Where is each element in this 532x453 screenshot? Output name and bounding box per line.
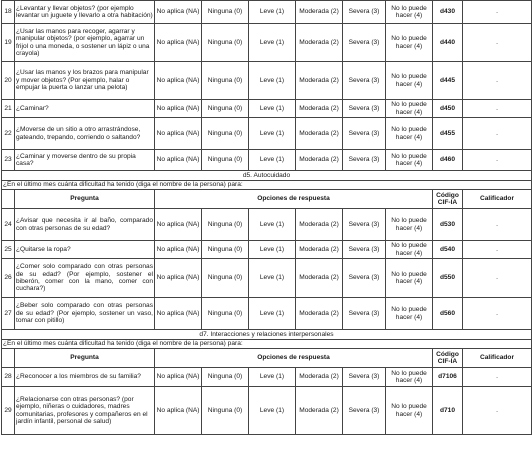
question-number: 20 (2, 62, 15, 100)
section-title-d7: d7. Interacciones y relaciones interpersonales (2, 330, 532, 340)
question-number: 22 (2, 118, 15, 150)
header-code: Código CIF-IA (433, 349, 463, 368)
section-title-d5: d5. Autocuidado (2, 171, 532, 181)
cif-code: d460 (433, 150, 463, 171)
rater-cell[interactable]: . (463, 298, 532, 330)
option-moderada[interactable]: Moderada (2) (296, 150, 343, 171)
option-leve[interactable]: Leve (1) (249, 118, 296, 150)
option-no-lo-puede-hacer[interactable]: No lo puede hacer (4) (386, 368, 433, 387)
option-leve[interactable]: Leve (1) (249, 241, 296, 259)
option-moderada[interactable]: Moderada (2) (296, 298, 343, 330)
table-row (2, 387, 532, 435)
option-no-aplica[interactable]: No aplica (NA) (155, 209, 202, 241)
option-no-lo-puede-hacer[interactable]: No lo puede hacer (4) (386, 62, 433, 100)
option-leve[interactable]: Leve (1) (249, 1, 296, 24)
option-moderada[interactable]: Moderada (2) (296, 259, 343, 298)
header-row (2, 349, 532, 368)
table-row (2, 100, 532, 118)
option-no-aplica[interactable]: No aplica (NA) (155, 1, 202, 24)
question-text: ¿Reconocer a los miembros de su familia? (15, 368, 155, 387)
cif-code: d445 (433, 62, 463, 100)
rater-cell[interactable]: . (463, 241, 532, 259)
question-text: ¿Usar las manos para recoger, agarrar y manipular objetos? (por ejemplo, agarrar un frijol o una moneda, o sostener un lápiz o una crayola) (15, 24, 155, 62)
questionnaire-page (1, 0, 531, 453)
option-severa[interactable]: Severa (3) (343, 150, 386, 171)
rater-cell[interactable]: . (463, 150, 532, 171)
header-number-cell (2, 349, 15, 368)
header-code: Código CIF-IA (433, 190, 463, 209)
cif-code: d450 (433, 100, 463, 118)
question-text: ¿Quitarse la ropa? (15, 241, 155, 259)
option-no-aplica[interactable]: No aplica (NA) (155, 259, 202, 298)
question-number: 18 (2, 1, 15, 24)
option-no-aplica[interactable]: No aplica (NA) (155, 62, 202, 100)
cif-code: d530 (433, 209, 463, 241)
table-row (2, 259, 532, 298)
questionnaire-table (1, 0, 532, 435)
option-ninguna[interactable]: Ninguna (0) (202, 1, 249, 24)
rater-cell[interactable]: . (463, 24, 532, 62)
option-no-lo-puede-hacer[interactable]: No lo puede hacer (4) (386, 118, 433, 150)
option-moderada[interactable]: Moderada (2) (296, 118, 343, 150)
option-no-aplica[interactable]: No aplica (NA) (155, 150, 202, 171)
option-severa[interactable]: Severa (3) (343, 259, 386, 298)
table-row (2, 24, 532, 62)
option-no-aplica[interactable]: No aplica (NA) (155, 298, 202, 330)
question-text: ¿Levantar y llevar objetos? (por ejemplo levantar un juguete y llevarlo a otra habitación) (15, 1, 155, 24)
cif-code: d455 (433, 118, 463, 150)
option-ninguna[interactable]: Ninguna (0) (202, 118, 249, 150)
option-leve[interactable]: Leve (1) (249, 24, 296, 62)
option-severa[interactable]: Severa (3) (343, 241, 386, 259)
option-leve[interactable]: Leve (1) (249, 298, 296, 330)
header-number-cell (2, 190, 15, 209)
option-severa[interactable]: Severa (3) (343, 62, 386, 100)
section-instruction-d7-row (2, 340, 532, 349)
option-moderada[interactable]: Moderada (2) (296, 368, 343, 387)
option-no-lo-puede-hacer[interactable]: No lo puede hacer (4) (386, 259, 433, 298)
question-number: 23 (2, 150, 15, 171)
option-no-lo-puede-hacer[interactable]: No lo puede hacer (4) (386, 1, 433, 24)
option-moderada[interactable]: Moderada (2) (296, 62, 343, 100)
table-row (2, 150, 532, 171)
rater-cell[interactable]: . (463, 368, 532, 387)
cif-code: d560 (433, 298, 463, 330)
option-severa[interactable]: Severa (3) (343, 24, 386, 62)
cif-code: d7106 (433, 368, 463, 387)
rater-cell[interactable]: . (463, 118, 532, 150)
option-moderada[interactable]: Moderada (2) (296, 387, 343, 435)
rater-cell[interactable]: . (463, 62, 532, 100)
question-text: ¿Caminar? (15, 100, 155, 118)
option-severa[interactable]: Severa (3) (343, 209, 386, 241)
option-leve[interactable]: Leve (1) (249, 368, 296, 387)
rater-cell[interactable]: . (463, 1, 532, 24)
table-row (2, 118, 532, 150)
option-ninguna[interactable]: Ninguna (0) (202, 387, 249, 435)
option-severa[interactable]: Severa (3) (343, 368, 386, 387)
option-ninguna[interactable]: Ninguna (0) (202, 100, 249, 118)
section-title-d7-row (2, 330, 532, 340)
option-ninguna[interactable]: Ninguna (0) (202, 298, 249, 330)
option-ninguna[interactable]: Ninguna (0) (202, 259, 249, 298)
cif-code: d710 (433, 387, 463, 435)
header-options: Opciones de respuesta (155, 349, 433, 368)
rater-cell[interactable]: . (463, 259, 532, 298)
table-row (2, 1, 532, 24)
option-moderada[interactable]: Moderada (2) (296, 209, 343, 241)
option-severa[interactable]: Severa (3) (343, 118, 386, 150)
question-text: ¿Relacionarse con otras personas? (por ejemplo, niñeras o cuidadores, madres comunitarias, profesores y compañeros en el jardín infantil, personal de salud) (15, 387, 155, 435)
option-no-lo-puede-hacer[interactable]: No lo puede hacer (4) (386, 387, 433, 435)
option-moderada[interactable]: Moderada (2) (296, 24, 343, 62)
table-row (2, 62, 532, 100)
question-number: 25 (2, 241, 15, 259)
option-leve[interactable]: Leve (1) (249, 100, 296, 118)
question-number: 27 (2, 298, 15, 330)
header-options: Opciones de respuesta (155, 190, 433, 209)
header-row (2, 190, 532, 209)
option-moderada[interactable]: Moderada (2) (296, 1, 343, 24)
header-rater: Calificador (463, 349, 532, 368)
rater-cell[interactable]: . (463, 209, 532, 241)
section-title-d5-row (2, 171, 532, 181)
table-row (2, 241, 532, 259)
section-instruction-d5-row (2, 181, 532, 190)
option-no-aplica[interactable]: No aplica (NA) (155, 368, 202, 387)
question-number: 26 (2, 259, 15, 298)
option-no-aplica[interactable]: No aplica (NA) (155, 24, 202, 62)
section-instruction-d5: ¿En el último mes cuánta dificultad ha tenido (diga el nombre de la persona) para: (2, 181, 532, 190)
option-ninguna[interactable]: Ninguna (0) (202, 62, 249, 100)
option-ninguna[interactable]: Ninguna (0) (202, 24, 249, 62)
option-no-lo-puede-hacer[interactable]: No lo puede hacer (4) (386, 24, 433, 62)
option-leve[interactable]: Leve (1) (249, 150, 296, 171)
option-moderada[interactable]: Moderada (2) (296, 241, 343, 259)
question-text: ¿Avisar que necesita ir al baño, comparado con otras personas de su edad? (15, 209, 155, 241)
table-row (2, 298, 532, 330)
table-row (2, 209, 532, 241)
question-number: 19 (2, 24, 15, 62)
option-severa[interactable]: Severa (3) (343, 298, 386, 330)
rater-cell[interactable]: . (463, 100, 532, 118)
option-leve[interactable]: Leve (1) (249, 259, 296, 298)
cif-code: d550 (433, 259, 463, 298)
question-text: ¿Caminar y moverse dentro de su propia casa? (15, 150, 155, 171)
option-no-lo-puede-hacer[interactable]: No lo puede hacer (4) (386, 241, 433, 259)
header-question: Pregunta (15, 349, 155, 368)
option-no-lo-puede-hacer[interactable]: No lo puede hacer (4) (386, 209, 433, 241)
cif-code: d430 (433, 1, 463, 24)
question-text: ¿Usar las manos y los brazos para manipular y mover objetos? (Por ejemplo, halar o empujar la puerta o lanzar una pelota) (15, 62, 155, 100)
option-ninguna[interactable]: Ninguna (0) (202, 209, 249, 241)
header-question: Pregunta (15, 190, 155, 209)
option-severa[interactable]: Severa (3) (343, 387, 386, 435)
option-leve[interactable]: Leve (1) (249, 387, 296, 435)
option-no-lo-puede-hacer[interactable]: No lo puede hacer (4) (386, 100, 433, 118)
option-severa[interactable]: Severa (3) (343, 1, 386, 24)
section-instruction-d7: ¿En el último mes cuánta dificultad ha tenido (diga el nombre de la persona) para: (2, 340, 532, 349)
question-number: 29 (2, 387, 15, 435)
header-rater: Calificador (463, 190, 532, 209)
option-ninguna[interactable]: Ninguna (0) (202, 241, 249, 259)
question-text: ¿Moverse de un sitio a otro arrastrándose, gateando, trepando, corriendo o saltando? (15, 118, 155, 150)
question-number: 28 (2, 368, 15, 387)
cif-code: d540 (433, 241, 463, 259)
option-no-lo-puede-hacer[interactable]: No lo puede hacer (4) (386, 298, 433, 330)
table-row (2, 368, 532, 387)
question-number: 24 (2, 209, 15, 241)
option-severa[interactable]: Severa (3) (343, 100, 386, 118)
cif-code: d440 (433, 24, 463, 62)
option-moderada[interactable]: Moderada (2) (296, 100, 343, 118)
question-number: 21 (2, 100, 15, 118)
option-ninguna[interactable]: Ninguna (0) (202, 150, 249, 171)
rater-cell[interactable]: . (463, 387, 532, 435)
option-no-aplica[interactable]: No aplica (NA) (155, 100, 202, 118)
option-ninguna[interactable]: Ninguna (0) (202, 368, 249, 387)
question-text: ¿Comer solo comparado con otras personas de su edad? (Por ejemplo, sostener el biberón, comer con la mano, comer con cuchara?) (15, 259, 155, 298)
option-leve[interactable]: Leve (1) (249, 209, 296, 241)
option-no-aplica[interactable]: No aplica (NA) (155, 241, 202, 259)
option-leve[interactable]: Leve (1) (249, 62, 296, 100)
option-no-aplica[interactable]: No aplica (NA) (155, 118, 202, 150)
question-text: ¿Beber solo comparado con otras personas de su edad? (Por ejemplo, sostener un vaso, tomar con pitillo) (15, 298, 155, 330)
option-no-lo-puede-hacer[interactable]: No lo puede hacer (4) (386, 150, 433, 171)
option-no-aplica[interactable]: No aplica (NA) (155, 387, 202, 435)
